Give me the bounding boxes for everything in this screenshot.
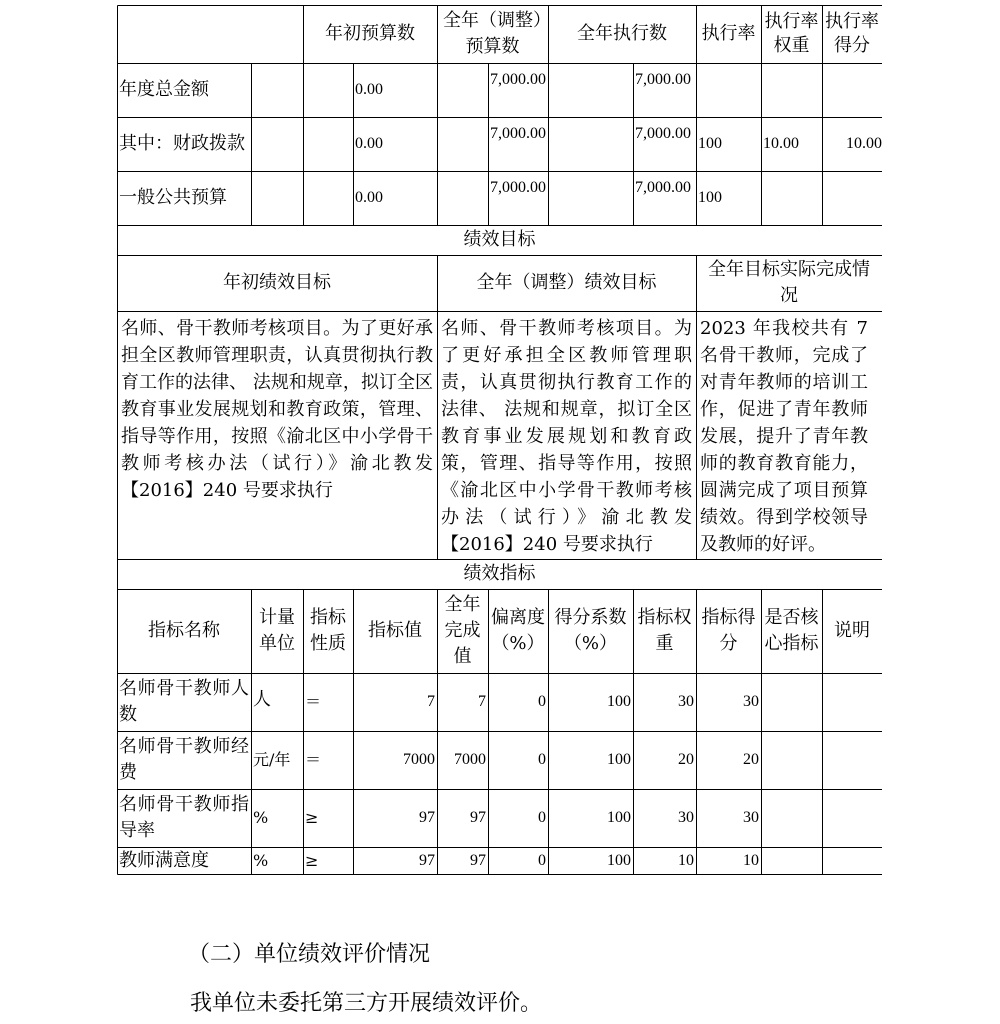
budget-row-score: 10.00	[846, 135, 882, 152]
ind-header-unit: 计量单位	[259, 607, 295, 654]
indicator-row-nature: ≥	[305, 808, 319, 827]
performance-table	[117, 5, 882, 875]
budget-row-initial: 0.00	[355, 189, 383, 206]
ind-header-coef: 得分系数（%）	[554, 607, 627, 654]
indicator-row-score: 10	[743, 852, 759, 869]
header-executed: 全年执行数	[577, 23, 667, 44]
ind-header-note: 说明	[834, 620, 870, 641]
budget-row-executed: 7,000.00	[635, 71, 691, 88]
ind-header-core: 是否核心指标	[764, 607, 819, 654]
indicator-row-nature: ＝	[305, 750, 322, 769]
indicator-row-value: 7000	[403, 751, 435, 768]
indicator-row-deviation: 0	[538, 751, 546, 768]
indicator-row-unit: 人	[253, 689, 271, 710]
header-rate-weight: 执行率权重	[764, 11, 819, 56]
goals-adjusted-text: 名师、骨干教师考核项目。为了更好承担全区教师管理职责，认真贯彻执行教育工作的法律、 法规和规章，拟订全区教育事业发展规划和教育政策，管理、指导等作用，按照《渝北区中小学骨干教师考核办法（试行）》渝北教发【2016】240 号要求执行	[441, 318, 692, 555]
indicator-row-name: 名师骨干教师人数	[119, 678, 249, 725]
section-heading: （二）单位绩效评价情况	[188, 942, 431, 967]
ind-header-nature: 指标性质	[310, 607, 346, 654]
indicator-row-nature: ≥	[305, 851, 319, 870]
budget-row-adjusted: 7,000.00	[490, 125, 546, 142]
indicator-row-name: 教师满意度	[119, 850, 209, 871]
goals-initial-text: 名师、骨干教师考核项目。为了更好承担全区教师管理职责，认真贯彻执行教育工作的法律、 法规和规章，拟订全区教育事业发展规划和教育政策，管理、指导等作用，按照《渝北区中小学骨干教师考核办法（试行）》渝北教发【2016】240 号要求执行	[121, 318, 433, 501]
indicator-row-completed: 7	[478, 693, 486, 710]
indicator-row-deviation: 0	[538, 852, 546, 869]
indicator-row-weight: 10	[678, 852, 694, 869]
ind-header-score: 指标得分	[701, 607, 756, 654]
budget-row-name: 一般公共预算	[119, 187, 227, 208]
indicator-row-score: 30	[743, 809, 759, 826]
ind-header-name: 指标名称	[148, 620, 220, 641]
indicators-section-title: 绩效指标	[463, 563, 536, 584]
indicator-row-coef: 100	[607, 751, 631, 768]
indicator-row-coef: 100	[607, 693, 631, 710]
section-body-text: 我单位未委托第三方开展绩效评价。	[190, 991, 543, 1016]
goals-header-initial: 年初绩效目标	[223, 272, 331, 293]
header-initial-budget: 年初预算数	[325, 23, 415, 44]
indicator-row-name: 名师骨干教师指导率	[119, 794, 249, 841]
ind-header-weight: 指标权重	[637, 607, 692, 654]
indicator-row-nature: ＝	[305, 692, 322, 711]
indicator-row-weight: 30	[678, 809, 694, 826]
indicator-row-coef: 100	[607, 852, 631, 869]
indicator-row-completed: 97	[470, 852, 486, 869]
indicator-row-completed: 7000	[454, 751, 486, 768]
goals-header-adjusted: 全年（调整）绩效目标	[476, 272, 657, 293]
goals-header-actual: 全年目标实际完成情况	[708, 259, 870, 306]
ind-header-value: 指标值	[368, 620, 422, 641]
budget-row-initial: 0.00	[355, 135, 383, 152]
budget-row-executed: 7,000.00	[635, 179, 691, 196]
goals-section-title: 绩效目标	[463, 229, 536, 250]
indicator-row-value: 97	[419, 852, 435, 869]
budget-row-executed: 7,000.00	[635, 125, 691, 142]
budget-row-rate: 100	[698, 135, 722, 152]
goals-actual-text: 2023 年我校共有 7 名骨干教师，完成了对青年教师的培训工作，促进了青年教师发展，提升了青年教师的教育教育能力，圆满完成了项目预算绩效。得到学校领导及教师的好评。	[700, 318, 868, 555]
indicator-row-unit: %	[253, 851, 269, 870]
budget-row-initial: 0.00	[355, 81, 383, 98]
budget-row-weight: 10.00	[763, 135, 799, 152]
indicator-row-score: 30	[743, 693, 759, 710]
indicator-row-name: 名师骨干教师经费	[119, 736, 249, 783]
indicator-row-coef: 100	[607, 809, 631, 826]
indicator-row-unit: 元/年	[253, 750, 291, 769]
budget-row-adjusted: 7,000.00	[490, 179, 546, 196]
header-exec-rate: 执行率	[701, 23, 756, 44]
budget-row-adjusted: 7,000.00	[490, 71, 546, 88]
budget-row-rate: 100	[698, 189, 722, 206]
indicator-row-weight: 20	[678, 751, 694, 768]
indicator-row-weight: 30	[678, 693, 694, 710]
indicator-row-deviation: 0	[538, 809, 546, 826]
indicator-row-value: 97	[419, 809, 435, 826]
indicator-row-value: 7	[427, 693, 435, 710]
ind-header-completed: 全年完成值	[444, 594, 481, 667]
budget-row-name: 年度总金额	[119, 79, 209, 100]
budget-row-name: 其中：财政拨款	[119, 133, 245, 154]
indicator-row-unit: %	[253, 808, 269, 827]
header-rate-score: 执行率得分	[825, 11, 879, 56]
header-adjusted-budget: 全年（调整）预算数	[443, 10, 542, 57]
indicator-row-deviation: 0	[538, 693, 546, 710]
indicator-row-score: 20	[743, 751, 759, 768]
ind-header-deviation: 偏离度（%）	[491, 607, 545, 654]
indicator-row-completed: 97	[470, 809, 486, 826]
